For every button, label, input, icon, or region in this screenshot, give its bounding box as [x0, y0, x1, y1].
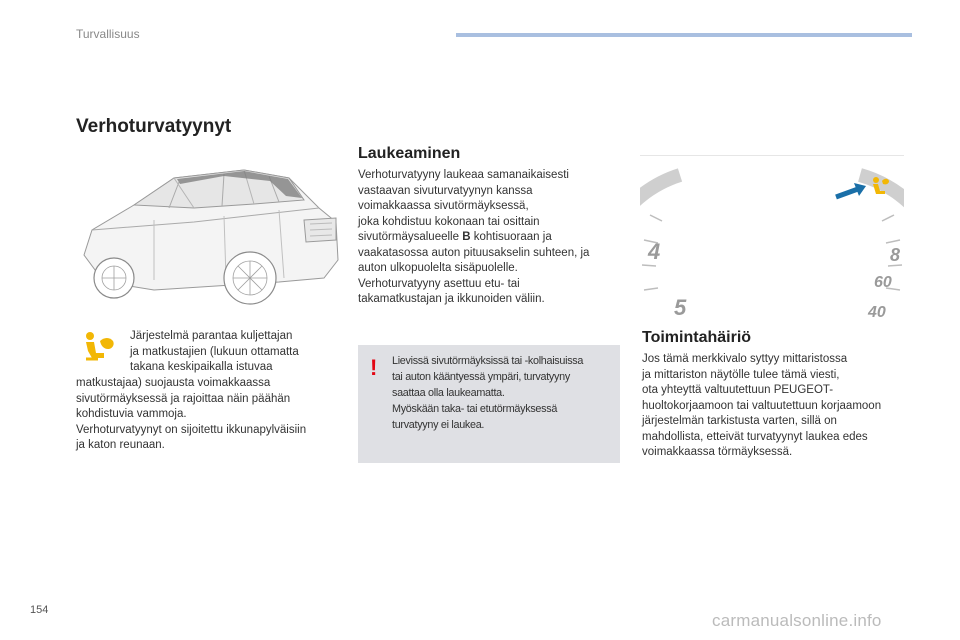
text-line: mahdollista, etteivät turvatyynyt laukea edes — [642, 430, 868, 443]
middle-body-text — [358, 168, 589, 308]
text-line: joka kohdistuu kokonaan tai osittain — [358, 215, 540, 228]
left-body-text — [76, 376, 306, 454]
dash-label: 4 — [648, 239, 661, 264]
left-info-text — [130, 329, 299, 376]
dash-label: 5 — [674, 295, 687, 320]
airbag-info-icon — [82, 331, 118, 361]
text-line: voimakkaassa törmäyksessä. — [642, 446, 793, 458]
text-fragment: sivutörmäysalueelle — [358, 231, 459, 243]
zone-letter: B — [462, 231, 471, 243]
watermark: carmanualsonline.info — [712, 611, 882, 630]
heading-toimintahairio: Toimintahäiriö — [642, 329, 752, 346]
text-line: Lievissä sivutörmäyksissä tai -kolhaisuissa — [392, 355, 584, 367]
instrument-cluster-image — [640, 155, 904, 320]
text-line: turvatyyny ei laukea. — [392, 419, 485, 431]
text-line: sivutörmäyksessä ja rajoittaa näin päähän — [76, 392, 291, 405]
text-line: saattaa olla laukeamatta. — [392, 387, 505, 399]
text-line: ja matkustajien (lukuun ottamatta — [130, 345, 299, 358]
text-line: Verhoturvatyyny asettuu etu- tai — [358, 277, 520, 290]
text-line — [358, 230, 589, 246]
text-line: vaakatasossa auton pituusakselin suhteen, ja — [358, 246, 590, 259]
heading-laukeaminen: Laukeaminen — [358, 145, 461, 162]
arrow-icon — [836, 183, 866, 197]
warning-mark-icon: ! — [370, 355, 378, 380]
section-title: Verhoturvatyynyt — [76, 116, 232, 137]
text-line: takamatkustajan ja ikkunoiden väliin. — [358, 293, 545, 305]
text-line: järjestelmän tarkistusta varten, sillä on — [642, 415, 837, 427]
running-header: Turvallisuus — [76, 27, 140, 41]
text-line: Verhoturvatyyny laukeaa samanaikaisesti — [358, 169, 569, 181]
text-line: ja mittariston näytölle tulee tämä viesti, — [642, 368, 840, 381]
text-line: Järjestelmä parantaa kuljettajan — [130, 330, 293, 342]
page-number: 154 — [30, 604, 49, 616]
text-line: ja katon reunaan. — [76, 439, 165, 451]
text-line: vastaavan sivuturvatyynyn kanssa — [358, 184, 533, 197]
header-accent-bar — [456, 33, 912, 37]
text-line: Myöskään taka- tai etutörmäyksessä — [392, 403, 558, 415]
text-line: kohdistuvia vammoja. — [76, 408, 187, 420]
text-line: huoltokorjaamoon tai valtuutettuun korjaamoon — [642, 399, 882, 412]
text-line: tai auton kääntyessä ympäri, turvatyyny — [392, 371, 570, 383]
warning-box — [358, 345, 620, 463]
text-fragment: kohtisuoraan ja — [473, 231, 552, 243]
text-line: takana keskipaikalla istuvaa — [130, 361, 273, 373]
text-line: matkustajaa) suojausta voimakkaassa — [76, 377, 271, 389]
text-line: voimakkaassa sivutörmäyksessä, — [358, 200, 529, 212]
text-line: Jos tämä merkkivalo syttyy mittaristossa — [642, 353, 848, 365]
dash-label: 8 — [890, 245, 901, 265]
warning-text — [392, 353, 583, 433]
instrument-cluster-svg — [640, 155, 904, 320]
text-line: Verhoturvatyynyt on sijoitettu ikkunapylväisiin — [76, 423, 307, 436]
car-illustration — [74, 160, 344, 310]
text-line: auton ulkopuolelta sisäpuolelle. — [358, 262, 518, 274]
dash-label: 60 — [874, 274, 892, 291]
dash-label: 40 — [868, 304, 886, 320]
right-body-text — [642, 352, 881, 461]
text-line: ota yhteyttä valtuutettuun PEUGEOT- — [642, 384, 834, 396]
